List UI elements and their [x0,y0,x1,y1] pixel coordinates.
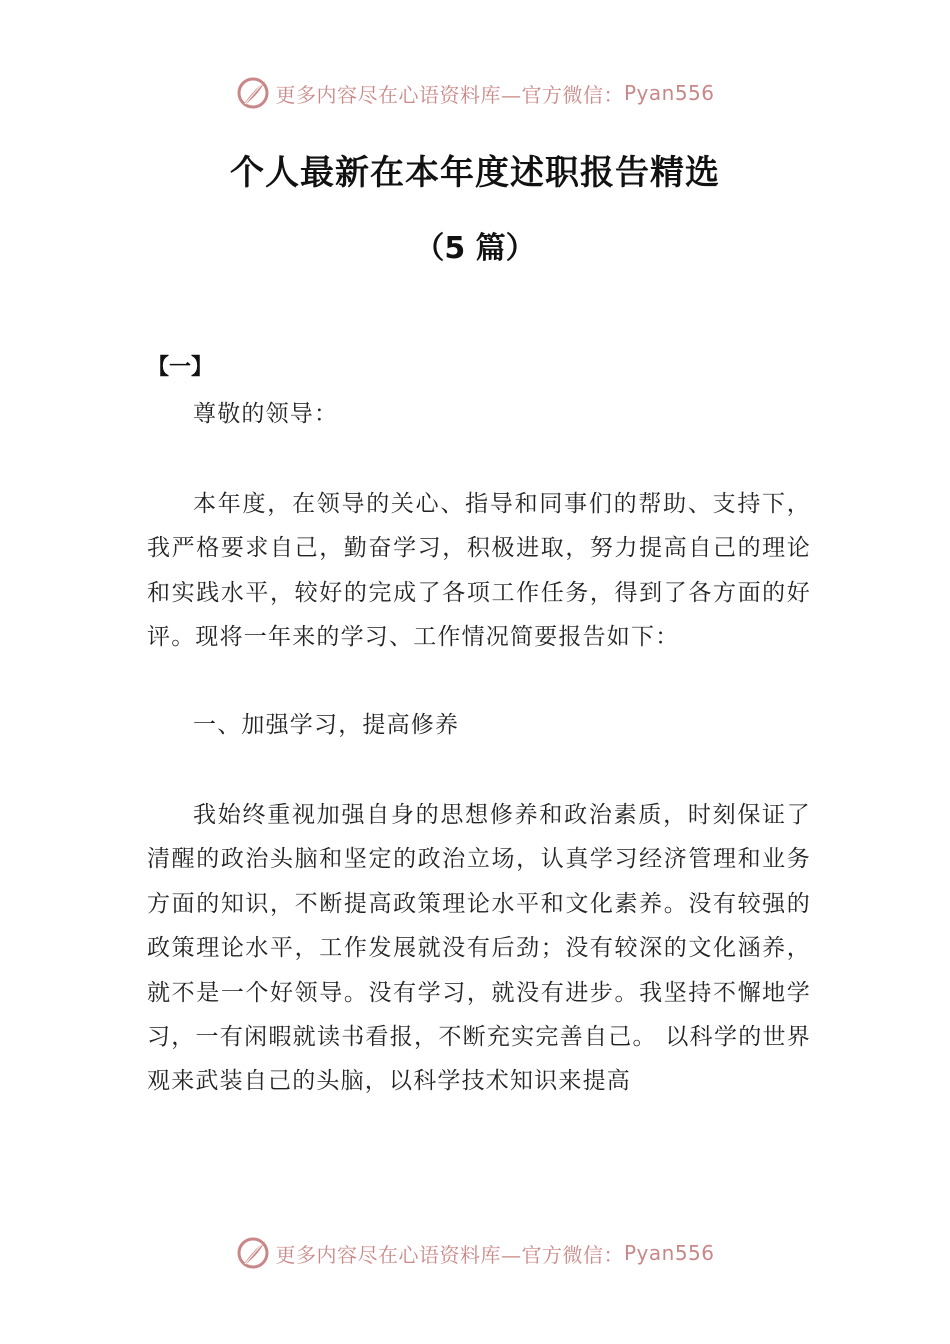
greeting-paragraph: 尊敬的领导： [193,401,339,427]
document-title: 个人最新在本年度述职报告精选 [230,153,720,193]
feather-seal-icon [235,75,271,111]
section-heading-1: 一、加强学习，提高修养 [193,712,460,738]
header-banner [0,73,950,113]
intro-paragraph: 本年度，在领导的关心、指导和同事们的帮助、支持下，我严格要求自己，勤奋学习，积极进取，努力提高自己的理论和实践水平，较好的完成了各项工作任务，得到了各方面的好评。现将一年来的学习、工作情况简要报告如下： [147,491,811,651]
banner-wechat-id: Pyan556 [623,1241,715,1265]
banner-text: 更多内容尽在心语资料库—官方微信： [275,82,624,107]
body-paragraph-1: 我始终重视加强自身的思想修养和政治素质，时刻保证了清醒的政治头脑和坚定的政治立场，认真学习经济管理和业务方面的知识，不断提高政策理论水平和文化素养。没有较强的政策理论水平，工作发展就没有后劲；没有较深的文化涵养，就不是一个好领导。没有学习，就没有进步。我坚持不懈地学习，一有闲暇就读书看报，不断充实完善自己。 以科学的世界观来武装自己的头脑，以科学技术知识来提高 [147,802,811,1095]
section-mark: 【一】 [147,355,214,380]
banner-text: 更多内容尽在心语资料库—官方微信： [275,1242,624,1267]
footer-banner [0,1233,950,1273]
feather-seal-icon [235,1235,271,1271]
banner-wechat-id: Pyan556 [623,81,715,105]
document-subtitle: （5 篇） [414,231,536,266]
